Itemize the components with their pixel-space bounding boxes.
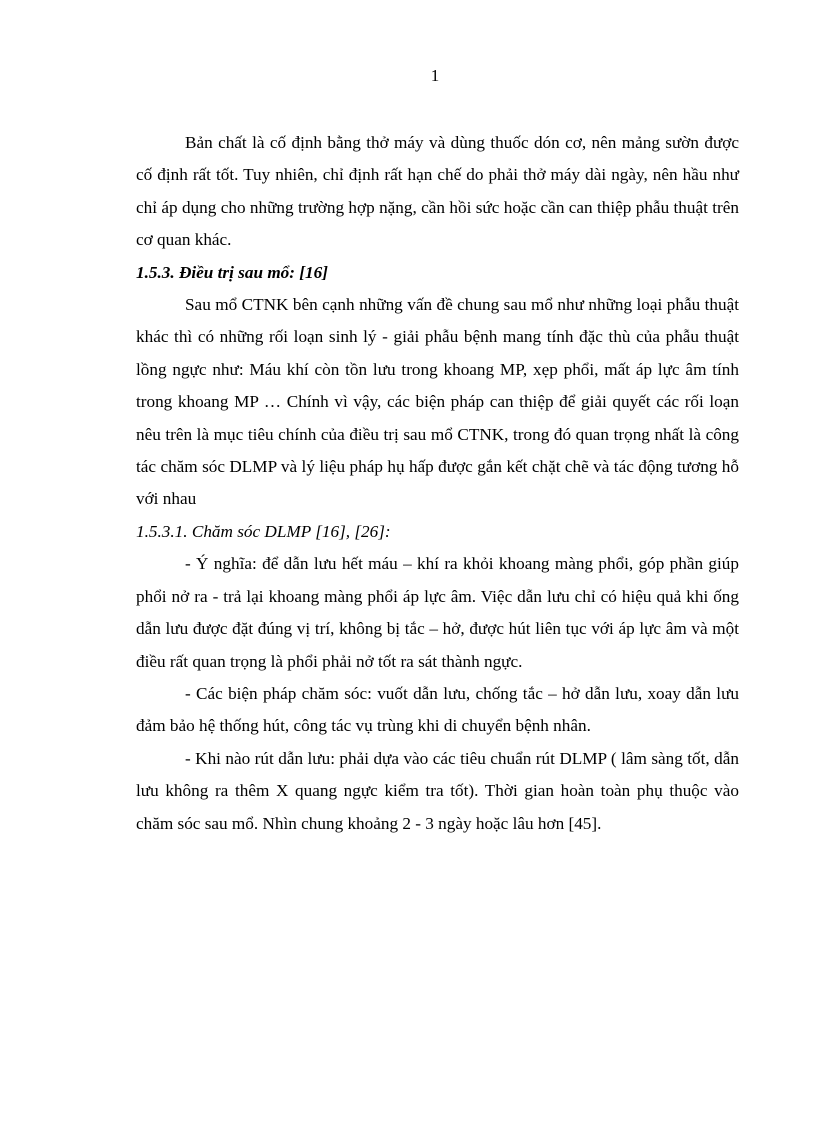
section-heading-postop-treatment: 1.5.3. Điều trị sau mổ: [16] bbox=[136, 262, 328, 282]
paragraph-care-measures: - Các biện pháp chăm sóc: vuốt dẫn lưu, chống tắc – hở dẫn lưu, xoay dẫn lưu đảm bảo hệ thống hút, công tác vụ trùng khi di chuyển bệnh nhân. bbox=[136, 683, 739, 736]
paragraph-postop-overview: Sau mổ CTNK bên cạnh những vấn đề chung sau mổ như những loại phẫu thuật khác thì có những rối loạn sinh lý - giải phẫu bệnh mang tính đặc thù của phẫu thuật lồng ngực như: Máu khí còn tồn lưu trong khoang MP, xẹp phổi, mất áp lực âm tính trong khoang MP … Chính vì vậy, các biện pháp can thiệp để giải quyết các rối loạn nêu trên là mục tiêu chính của điều trị sau mổ CTNK, trong đó quan trọng nhất là công tác chăm sóc DLMP và lý liệu pháp hụ hấp được gắn kết chặt chẽ và tác động tương hỗ với nhau bbox=[136, 295, 739, 509]
paragraph-drain-removal: - Khi nào rút dẫn lưu: phải dựa vào các tiêu chuẩn rút DLMP ( lâm sàng tốt, dẫn lưu không ra thêm X quang ngực kiểm tra tốt). Thời gian hoàn toàn phụ thuộc vào chăm sóc sau mổ. Nhìn chung khoảng 2 - 3 ngày hoặc lâu hơn [45]. bbox=[136, 748, 739, 833]
subsection-heading-drainage-care: 1.5.3.1. Chăm sóc DLMP [16], [26]: bbox=[136, 521, 391, 541]
document-body bbox=[136, 127, 739, 840]
page-number: 1 bbox=[430, 66, 440, 85]
paragraph-stabilization: Bản chất là cố định bằng thở máy và dùng thuốc dón cơ, nên mảng sườn được cố định rất tốt. Tuy nhiên, chỉ định rất hạn chế do phải thở máy dài ngày, nên hầu như chỉ áp dụng cho những trường hợp nặng, cần hồi sức hoặc cần can thiệp phẫu thuật trên cơ quan khác. bbox=[136, 133, 739, 250]
paragraph-drainage-meaning: - Ý nghĩa: để dẫn lưu hết máu – khí ra khỏi khoang màng phổi, góp phần giúp phổi nở ra - trả lại khoang màng phổi áp lực âm. Việc dẫn lưu chỉ có hiệu quả khi ống dẫn lưu được đặt đúng vị trí, không bị tắc – hở, được hút liên tục với áp lực âm và một điều rất quan trọng là phổi phải nở tốt ra sát thành ngực. bbox=[136, 554, 739, 671]
